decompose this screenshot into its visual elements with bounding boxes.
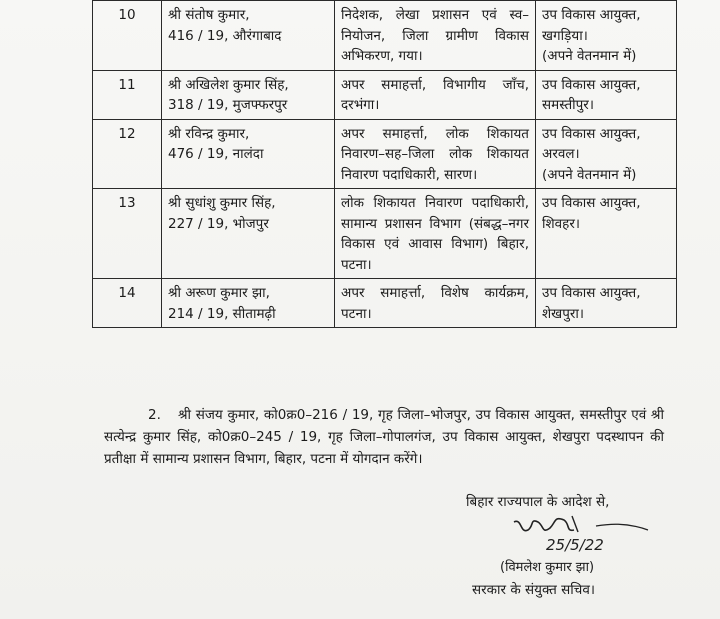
officer-detail: 476 / 19, नालंदा <box>168 146 264 162</box>
table-row <box>93 1 677 71</box>
postings-table <box>92 0 677 328</box>
current-post-cell: लोक शिकायत निवारण पदाधिकारी, सामान्य प्रशासन विभाग (संबद्ध–नगर विकास एवं आवास विभाग) बिहार, पटना। <box>335 189 536 279</box>
new-post-note: (अपने वेतनमान में) <box>542 48 637 64</box>
new-post-cell <box>536 1 677 71</box>
new-post: उप विकास आयुक्त, अरवल। <box>542 125 641 162</box>
new-post: उप विकास आयुक्त, खगड़िया। <box>542 7 641 44</box>
new-post-note: (अपने वेतनमान में) <box>542 166 637 183</box>
new-post-cell <box>536 70 677 119</box>
serial-number-cell: 12 <box>93 119 162 189</box>
current-post-cell: अपर समाहर्त्ता, विशेष कार्यक्रम, पटना। <box>335 279 536 328</box>
signatory-name: (विमलेश कुमार झा) <box>500 560 595 575</box>
new-post: उप विकास आयुक्त, शेखपुरा। <box>542 285 641 322</box>
new-post-cell <box>536 119 677 189</box>
officer-detail: 416 / 19, औरंगाबाद <box>168 27 282 44</box>
table-row <box>93 119 677 189</box>
table-row <box>93 70 677 119</box>
current-post-cell: अपर समाहर्त्ता, लोक शिकायत निवारण–सह–जिला लोक शिकायत निवारण पदाधिकारी, सारण। <box>335 119 536 189</box>
officer-cell <box>162 119 335 189</box>
order-line: बिहार राज्यपाल के आदेश से, <box>466 494 610 510</box>
serial-number-cell: 10 <box>93 1 162 71</box>
officer-name: श्री अखिलेश कुमार सिंह, <box>168 76 289 93</box>
signatory-designation: सरकार के संयुक्त सचिव। <box>472 582 595 598</box>
officer-name: श्री सुधांशु कुमार सिंह, <box>168 195 276 211</box>
serial-number-cell: 13 <box>93 189 162 279</box>
paragraph-text: श्री संजय कुमार, को0क्र0–216 / 19, गृह जिला–भोजपुर, उप विकास आयुक्त, समस्तीपुर एवं श्री सत्येन्द्र कुमार सिंह, को0क्र0–245 / 19, गृह जिला–गोपालगंज, उप विकास आयुक्त, शेखपुरा पदस्थापन की प्रतीक्षा में सामान्य प्रशासन विभाग, बिहार, पटना में योगदान करेंगे। <box>104 407 664 467</box>
current-post-cell: निदेशक, लेखा प्रशासन एवं स्व–नियोजन, जिला ग्रामीण विकास अभिकरण, गया। <box>335 1 536 71</box>
paragraph-2 <box>104 404 664 470</box>
table-row <box>93 279 677 328</box>
officer-name: श्री रविन्द्र कुमार, <box>168 125 250 142</box>
officer-cell <box>162 279 335 328</box>
serial-number-cell: 11 <box>93 70 162 119</box>
officer-detail: 318 / 19, मुजफ्फरपुर <box>168 97 288 113</box>
current-post-cell: अपर समाहर्त्ता, विभागीय जाँच, दरभंगा। <box>335 70 536 119</box>
new-post: उप विकास आयुक्त, समस्तीपुर। <box>542 76 641 113</box>
svg-text:25/5/22: 25/5/22 <box>546 536 604 554</box>
new-post-cell <box>536 189 677 279</box>
paragraph-number: 2. <box>148 407 161 423</box>
officer-name: श्री अरूण कुमार झा, <box>168 285 270 301</box>
serial-number-cell: 14 <box>93 279 162 328</box>
new-post: उप विकास आयुक्त, शिवहर। <box>542 195 641 232</box>
officer-detail: 214 / 19, सीतामढ़ी <box>168 305 276 322</box>
officer-cell <box>162 189 335 279</box>
officer-cell <box>162 70 335 119</box>
new-post-cell <box>536 279 677 328</box>
table-row <box>93 189 677 279</box>
handwritten-signature <box>508 512 658 562</box>
officer-name: श्री संतोष कुमार, <box>168 7 250 23</box>
officer-detail: 227 / 19, भोजपुर <box>168 215 269 232</box>
officer-cell <box>162 1 335 71</box>
